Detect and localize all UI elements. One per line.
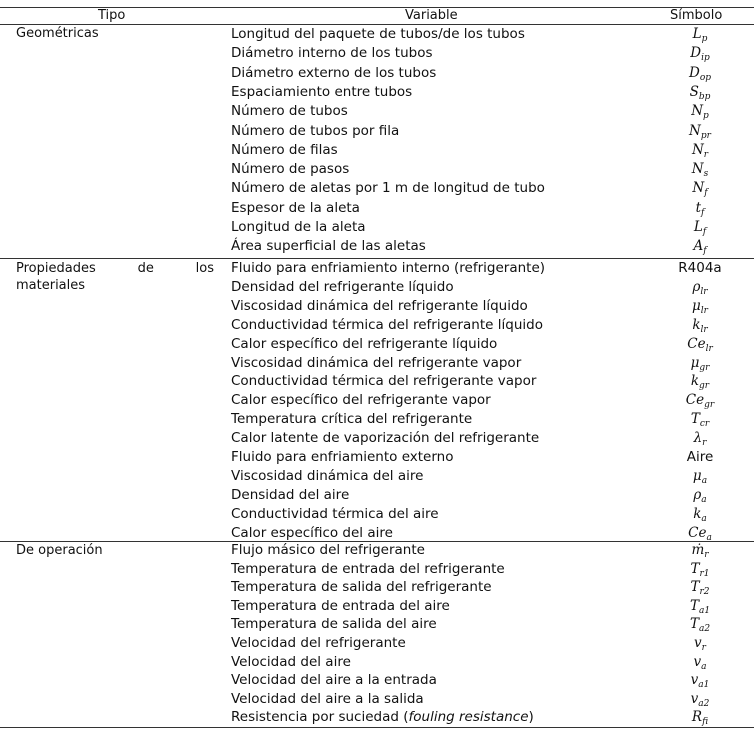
- symbol-main: λ: [693, 430, 703, 447]
- variable-cell: Calor específico del refrigerante líquido: [231, 335, 498, 352]
- table-row: [0, 179, 754, 198]
- symbol-main: T: [689, 616, 699, 633]
- symbol-subscript: r: [704, 550, 709, 560]
- symbol-cell: [650, 83, 750, 102]
- variable-cell: Temperatura crítica del refrigerante: [231, 411, 473, 428]
- group-geometricas: Geométricas: [16, 26, 99, 41]
- table-row: [0, 505, 754, 524]
- variable-cell: Temperatura de entrada del refrigerante: [231, 560, 505, 577]
- variable-cell: Velocidad del aire: [231, 653, 351, 670]
- variable-cell: Diámetro interno de los tubos: [231, 45, 433, 62]
- symbol-cell: [650, 690, 750, 709]
- symbol-subscript: s: [703, 169, 709, 180]
- variable-cell: Velocidad del aire a la salida: [231, 690, 424, 707]
- variable-cell: Conductividad térmica del refrigerante líquido: [231, 316, 543, 333]
- symbol-cell: [650, 448, 750, 467]
- table-row: [0, 653, 754, 672]
- symbol-main: N: [689, 122, 701, 139]
- symbol-main: N: [691, 161, 704, 178]
- table-row: [0, 102, 754, 121]
- symbol-subscript: fi: [702, 717, 709, 728]
- symbol-main: Ce: [685, 392, 705, 409]
- group-propiedades-line2: materiales: [16, 278, 86, 293]
- symbol-main: ṁ: [691, 542, 705, 558]
- table-row: [0, 141, 754, 160]
- symbol-main: ρ: [693, 486, 702, 503]
- variable-italic-text: fouling resistance: [408, 709, 529, 726]
- table-row: [0, 199, 754, 218]
- symbol-main: μ: [692, 467, 702, 484]
- symbol-cell: [650, 578, 750, 597]
- symbol-cell: [650, 708, 750, 727]
- symbol-subscript: a: [701, 494, 707, 505]
- variable-cell: Longitud del paquete de tubos/de los tubos: [231, 26, 525, 42]
- variable-cell: Espesor de la aleta: [231, 199, 360, 216]
- variable-cell: Número de tubos por fila: [231, 122, 400, 139]
- table-row: [0, 448, 754, 467]
- symbol-cell: [650, 671, 750, 690]
- symbol-subscript: a2: [698, 698, 710, 709]
- symbol-cell: [650, 160, 750, 179]
- symbol-cell: [650, 64, 750, 83]
- variable-cell: [231, 708, 534, 727]
- symbol-main: L: [692, 26, 702, 42]
- symbol-main: v: [690, 690, 699, 707]
- symbol-subscript: f: [704, 188, 708, 199]
- symbol-main: N: [691, 141, 704, 158]
- table-row: [0, 64, 754, 83]
- variable-cell: Número de aletas por 1 m de longitud de tubo: [231, 180, 545, 197]
- symbol-subscript: gr: [704, 400, 715, 411]
- symbol-main: D: [690, 45, 702, 62]
- symbol-main: k: [690, 373, 700, 390]
- symbol-subscript: lr: [700, 305, 708, 316]
- symbol-cell: [650, 391, 750, 410]
- table-row: [0, 218, 754, 237]
- symbol-main: ρ: [692, 278, 701, 295]
- table-row: [0, 297, 754, 316]
- table-row: [0, 467, 754, 486]
- symbol-subscript: cr: [699, 419, 710, 430]
- table-row: [0, 708, 754, 727]
- group-propiedades-word: Propiedades: [16, 261, 96, 276]
- symbol-main: N: [691, 103, 704, 120]
- symbol-cell: [650, 429, 750, 448]
- symbol-cell: [650, 653, 750, 672]
- symbol-subscript: p: [703, 111, 709, 122]
- symbol-main: v: [690, 672, 699, 689]
- symbol-subscript: lr: [700, 324, 708, 335]
- symbol-main: D: [688, 64, 700, 81]
- variable-cell: Calor específico del refrigerante vapor: [231, 392, 491, 409]
- table-row: [0, 615, 754, 634]
- table-row: [0, 316, 754, 335]
- variable-text: ): [528, 709, 534, 726]
- symbol-subscript: f: [702, 227, 707, 237]
- symbol-main: μ: [692, 297, 701, 314]
- symbol-cell: [650, 410, 750, 429]
- symbol-main: T: [690, 560, 700, 577]
- symbol-cell: [650, 297, 750, 316]
- variable-cell: Espaciamiento entre tubos: [231, 83, 413, 100]
- symbol-cell: [650, 524, 750, 543]
- symbol-cell: [650, 278, 750, 297]
- table-row: [0, 372, 754, 391]
- table-row: [0, 560, 754, 579]
- symbol-main: k: [692, 316, 701, 333]
- symbol-main: Ce: [687, 335, 706, 352]
- symbol-subscript: op: [699, 72, 711, 83]
- symbol-main: v: [693, 653, 702, 670]
- symbol-main: t: [695, 199, 702, 216]
- symbol-main: T: [690, 579, 700, 596]
- symbol-subscript: a: [701, 513, 707, 524]
- symbol-subscript: ip: [701, 53, 710, 64]
- symbol-main: μ: [690, 354, 700, 371]
- table-row: [0, 578, 754, 597]
- variable-cell: Velocidad del refrigerante: [231, 635, 406, 651]
- symbol-subscript: a: [706, 532, 712, 543]
- header-simbolo: Símbolo: [670, 8, 723, 23]
- symbol-subscript: r: [702, 438, 707, 449]
- variable-cell: Viscosidad dinámica del refrigerante líquido: [231, 297, 528, 314]
- symbol-subscript: r2: [699, 587, 710, 598]
- symbol-cell: [650, 467, 750, 486]
- variable-cell: Número de pasos: [231, 161, 350, 178]
- symbol-cell: [650, 141, 750, 160]
- symbol-main: T: [689, 597, 699, 614]
- variable-cell: Número de filas: [231, 141, 338, 158]
- symbol-cell: [650, 541, 750, 560]
- symbol-subscript: r1: [699, 568, 710, 579]
- symbol-main: S: [689, 83, 699, 100]
- variable-cell: Velocidad del aire a la entrada: [231, 672, 437, 689]
- symbol-main: Aire: [686, 449, 714, 465]
- symbol-cell: [650, 560, 750, 579]
- variable-cell: Densidad del refrigerante líquido: [231, 278, 454, 295]
- table-row: [0, 690, 754, 709]
- table-row: [0, 335, 754, 354]
- table-row: [0, 278, 754, 297]
- table-row: [0, 410, 754, 429]
- symbol-cell: [650, 354, 750, 373]
- table-row: [0, 160, 754, 179]
- symbol-cell: [650, 372, 750, 391]
- variable-cell: Diámetro externo de los tubos: [231, 64, 437, 81]
- variable-text: Resistencia por suciedad (: [231, 709, 409, 726]
- table-row: [0, 25, 754, 44]
- table-row: [0, 122, 754, 141]
- table-row: [0, 597, 754, 616]
- symbol-cell: [650, 237, 750, 256]
- table-row: [0, 237, 754, 256]
- header-variable: Variable: [405, 8, 458, 23]
- symbol-main: k: [693, 505, 702, 522]
- symbol-subscript: gr: [699, 381, 710, 392]
- symbol-cell: [650, 505, 750, 524]
- symbol-cell: [650, 634, 750, 653]
- table-row: [0, 83, 754, 102]
- table-row: [0, 541, 754, 560]
- table-row: [0, 634, 754, 653]
- variable-cell: Conductividad térmica del aire: [231, 505, 439, 522]
- variable-cell: Flujo másico del refrigerante: [231, 542, 425, 558]
- symbol-subscript: a1: [698, 680, 710, 691]
- symbol-subscript: f: [703, 246, 707, 257]
- symbol-cell: [650, 259, 750, 278]
- variable-cell: Temperatura de entrada del aire: [231, 597, 450, 614]
- bottom-rule: [0, 727, 754, 728]
- symbol-subscript: lr: [705, 343, 713, 354]
- group-propiedades-word: de: [137, 261, 154, 276]
- variable-cell: Fluido para enfriamiento externo: [231, 449, 454, 465]
- symbol-subscript: p: [701, 34, 708, 44]
- symbol-subscript: a: [701, 661, 707, 672]
- variable-cell: Viscosidad dinámica del aire: [231, 467, 424, 484]
- symbol-cell: [650, 199, 750, 218]
- table-row: [0, 391, 754, 410]
- symbol-subscript: lr: [700, 286, 708, 297]
- symbol-cell: [650, 615, 750, 634]
- variable-cell: Temperatura de salida del refrigerante: [231, 579, 492, 596]
- symbol-cell: [650, 316, 750, 335]
- group-propiedades-word: los: [195, 261, 214, 276]
- variable-cell: Conductividad térmica del refrigerante vapor: [231, 373, 537, 390]
- symbol-main: R: [691, 709, 703, 726]
- variable-cell: Fluido para enfriamiento interno (refrigerante): [231, 260, 546, 276]
- variable-cell: Calor específico del aire: [231, 524, 393, 541]
- symbol-cell: [650, 486, 750, 505]
- variable-cell: Número de tubos: [231, 103, 348, 120]
- symbol-main: A: [693, 238, 704, 255]
- symbol-main: T: [690, 411, 700, 428]
- symbol-cell: [650, 218, 750, 237]
- symbol-main: R404a: [678, 260, 722, 276]
- table-row: [0, 44, 754, 63]
- table-row: [0, 354, 754, 373]
- symbol-subscript: a: [701, 475, 708, 486]
- symbol-cell: [650, 335, 750, 354]
- symbol-cell: [650, 102, 750, 121]
- table-row: [0, 486, 754, 505]
- symbol-subscript: f: [701, 207, 705, 218]
- variable-cell: Longitud de la aleta: [231, 219, 366, 235]
- symbol-subscript: pr: [700, 130, 711, 141]
- variable-cell: Área superficial de las aletas: [231, 238, 426, 255]
- symbol-cell: [650, 597, 750, 616]
- symbol-main: N: [692, 180, 705, 197]
- symbol-subscript: bp: [698, 91, 711, 102]
- symbol-cell: [650, 179, 750, 198]
- variable-cell: Temperatura de salida del aire: [231, 616, 437, 633]
- variable-cell: Viscosidad dinámica del refrigerante vapor: [231, 354, 522, 371]
- symbol-cell: [650, 25, 750, 44]
- symbol-subscript: r: [701, 643, 706, 653]
- group-operacion: De operación: [16, 543, 103, 558]
- symbol-subscript: a2: [698, 624, 711, 635]
- table-row: [0, 259, 754, 278]
- variable-cell: Densidad del aire: [231, 486, 350, 503]
- table-row: [0, 671, 754, 690]
- table-row: [0, 524, 754, 543]
- header-tipo: Tipo: [98, 8, 126, 23]
- variable-cell: Calor latente de vaporización del refrigerante: [231, 430, 540, 447]
- symbol-subscript: r: [703, 149, 709, 160]
- symbol-main: L: [693, 219, 703, 235]
- symbol-subscript: gr: [699, 362, 710, 373]
- symbol-subscript: a1: [698, 605, 711, 616]
- table-row: [0, 429, 754, 448]
- symbol-cell: [650, 44, 750, 63]
- symbol-main: Ce: [688, 524, 707, 541]
- symbol-main: v: [694, 635, 702, 651]
- symbol-cell: [650, 122, 750, 141]
